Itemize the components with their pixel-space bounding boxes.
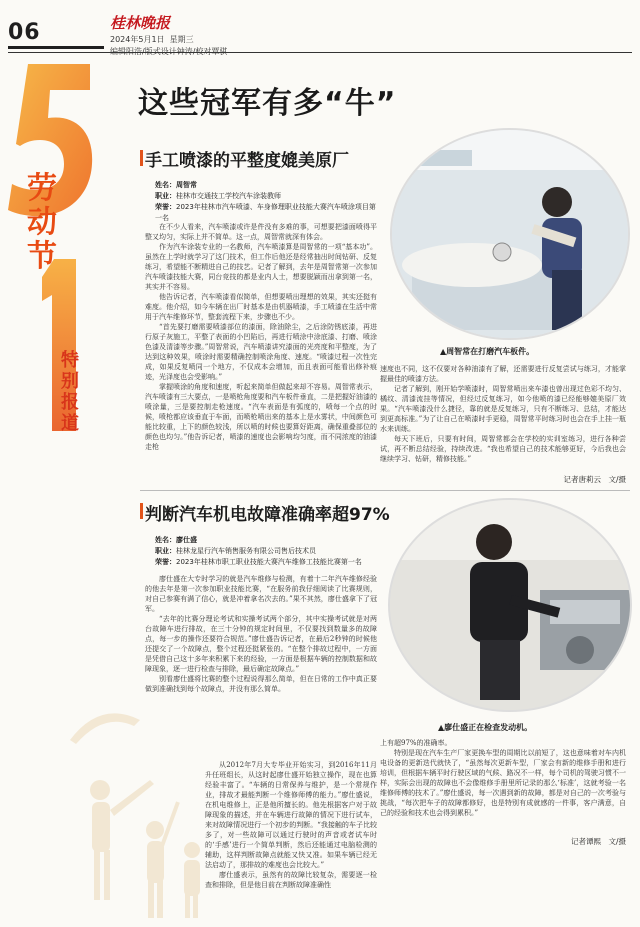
- header-meta: [110, 34, 227, 58]
- story2-paragraph: 廖仕盛表示，虽然有的故障比较复杂，需要逐一检查和排除，但是他目前在判断故障准确性: [205, 871, 377, 889]
- story1-photo-caption: ▲周智常在打磨汽车板件。: [440, 347, 535, 356]
- page-number: 06: [8, 20, 41, 45]
- story2-honor-line: 荣誉：2023年桂林市职工职业技能大赛汽车维修工技能比赛第一名: [155, 558, 362, 566]
- header-rule: [8, 46, 104, 49]
- story1-body-left: [145, 222, 377, 492]
- story2-paragraph: 特别是现在汽车生产厂家更换车型的周期比以前短了，这也意味着对车内机电设备的更新迭代就快了，“虽然每次更新车型，厂家会有新的维修手册和进行培训，但根据车辆平时行驶区域的气候、路况不一样，每个司机的驾驶习惯不一样，实际会出现的故障也不会像维修手册里所记录的那么‘标准’，这就考验一名维修师傅的技术了。”廖仕盛说，每一次遇到新的故障，都是对自己的一次考验与挑战，“每次把车子的故障都修好，也是特别有成就感的一件事，客户满意，自己的经验和技术也会得到累积。”: [380, 749, 626, 817]
- story2-name-line: 姓名：廖仕盛: [155, 536, 197, 544]
- story1-paragraph: 速度也不同，这不仅要对各种油漆有了解，还需要进行反复尝试与练习，才能掌握最佳的喷漆方法。: [380, 365, 626, 383]
- story1-paragraph: 每天下班后，只要有时间，周智常都会在学校的实训室练习，进行各种尝试，再不断总结经验，持续改进。“我也希望自己的技术能够更好，今后我也会继续学习、钻研，精修技能。”: [380, 435, 626, 463]
- story1-honor-line: 荣誉：2023年桂林市汽车喷漆、车身修理职业技能大赛汽车喷涂项目第一名: [155, 203, 376, 222]
- story1-title: 手工喷漆的平整度媲美原厂: [145, 151, 349, 171]
- story-divider: [140, 490, 630, 491]
- story1-job-line: 职业：桂林市交通技工学校汽车涂装教师: [155, 192, 281, 200]
- newspaper-logo: 桂林晚报: [110, 14, 171, 32]
- top-divider: [8, 52, 632, 53]
- story2-job-line: 职业：桂林龙星行汽车销售服务有限公司售后技术员: [155, 547, 316, 555]
- issue-weekday: 星期三: [169, 35, 194, 44]
- story2-photo-caption: ▲廖仕盛正在检查发动机。: [438, 723, 533, 732]
- issue-date: 2024年5月1日: [110, 35, 165, 44]
- special-report-label: 特别报道: [61, 350, 79, 434]
- story1-paragraph: “首先要打磨需要喷漆部位的漆面，除油除尘，之后涂防锈底漆，再进行原子灰施工，平整了表面的小凹陷后，再进行喷涂中涂底漆、打磨、喷涂色漆及清漆等步骤。”周智常说，汽车喷漆讲究漆面的光亮度和平整度，为了达到这种效果，喷涂时需要精确控制喷涂角度、速度。“喷漆过程一次性完成，如果反复喷同一个地方，不仅成本会增加，而且表面可能看出修补痕迹，光泽度也会受影响。”: [145, 323, 377, 381]
- story2-body-right: [380, 738, 626, 834]
- story2-profile: [155, 535, 377, 568]
- story2-paragraph: 从2012年7月大专毕业开始实习，到2016年11月升任班组长，从这时起廖仕盛开始独立操作，现在也算经验丰富了。“车辆的日常保养与维护，是一个常规作业，排故才最能判断一个维修师傅的能力。”廖仕盛说，在机电维修上，正是他所擅长的。他先根据客户对于故障现象的描述，并在车辆进行故障的情况下进行试车，来对故障情况进行一个初步的判断。“我接触的车子比较多了，对一些故障可以通过行驶时的声音或者试车时的‘手感’进行一个简单判断，然后还能通过电脑检测的辅助，这样判断故障点就能又快又准。如果车辆已经无法启动了，那排故的难度也会比较大。”: [205, 761, 377, 869]
- story1-credit: 记者唐莉云 文/摄: [563, 475, 626, 484]
- story1-photo-art: [392, 130, 628, 338]
- story2-credit: 记者谭熙 文/摄: [570, 837, 626, 846]
- story1-paragraph: 记者了解到，刚开始学喷漆时，周智常喷出来车漆也曾出现过色彩不均匀、橘纹、清漆流挂等情况，但经过反复练习，如今他喷的漆已经能够媲美原厂效果。“汽车喷漆没什么捷径，靠的就是反复练习，只有不断练习、总结，才能达到更高标准。”为了让自己在喷漆时手更稳，周智常平时练习时也会在手上挂一瓶水来训练。: [380, 385, 626, 433]
- story2-paragraph: 上有超97%的准确率。: [380, 739, 452, 747]
- story1-title-bar: [140, 150, 146, 168]
- story1-name-line: 姓名：周智常: [155, 181, 197, 189]
- story1-paragraph: 在不少人看来，汽车喷漆或许是件没有多难的事，可想要把漆面喷得平整又均匀，实际上并不简单。这一点，周智常就深有体会。: [145, 223, 377, 241]
- story1-paragraph: 掌握喷涂的角度和速度，听起来简单但做起来却不容易。周智常表示，汽车喷漆有三大要点，一是喷枪角度要和汽车板件垂直，二是把握好油漆的喷涂量，三是要控制走枪速度。“汽车表面是有弧度的，喷每一个点的时候，喷枪都应该垂直于车面，而喷枪喷出来的基本上是水雾状，中间颜色可能比较重，上下的颜色较浅，所以喷的时候也要算好距离，确保重叠部位的颜色也均匀。”他告诉记者，喷漆的速度也会影响均匀度，而不同浓度的油漆走枪: [145, 383, 377, 451]
- story1-paragraph: 他告诉记者，汽车喷漆看似简单，但想要喷出理想的效果，其实还挺有难度。他介绍，如今车辆在出厂时基本是由机器喷漆，手工喷漆在生活中常用于汽车维修环节，整套流程下来，步骤也不少。: [145, 293, 377, 321]
- page-main-title: 这些冠军有多“牛”: [138, 86, 397, 121]
- story2-photo: [388, 498, 632, 712]
- story2-paragraph: 别看廖仕盛将比赛的整个过程说得那么简单，但在日常的工作中真正要做到准确找到每个故障点，并没有那么简单。: [145, 675, 377, 693]
- labor-day-heading: 劳动节: [27, 171, 57, 274]
- story1-profile: [155, 180, 377, 224]
- story1-photo: [390, 128, 630, 340]
- story1-paragraph: 作为汽车涂装专业的一名教师，汽车喷漆算是周智常的一项“基本功”。虽然在上学时就学习了这门技术，但工作后他还是经常抽出时间钻研、反复练习，希望能不断精进自己的技艺。记者了解到，去年是周智常第一次参加汽车喷漆技能大赛，同台竞技的都是业内人士，想要脱颖而出拿到第一名，其实并不容易。: [145, 243, 377, 291]
- story2-photo-art: [390, 500, 630, 710]
- story2-title: 判断汽车机电故障准确率超97%: [145, 505, 390, 525]
- story2-paragraph: 廖仕盛在大专时学习的就是汽车维修与检测，有着十二年汽车维修经验的他去年是第一次参加职业技能比赛，“在服务前我仔细阅读了比赛规则，对自己参赛有满了信心，就是冲着拿名次去的。”果不其然，廖仕盛拿下了冠军。: [145, 575, 377, 613]
- story2-body-left-lower: [205, 760, 377, 910]
- story2-paragraph: “去年的比赛分理论考试和实操考试两个部分，其中实操考试就是对两台故障车进行排故，在三十分钟的规定时间里，不仅要找到数量多的故障点，每一步的操作还要符合规范。”廖仕盛告诉记者，在最后2秒钟的时候他还提交了一个故障点，整个过程还挺紧张的。“在整个排故过程中，一方面是凭借自己这十多年来积累下来的经验，一方面是根据车辆的控制数据和故障现象，逐一进行检查与排除，最后确定故障点。”: [145, 615, 377, 673]
- story1-body-right: [380, 364, 626, 474]
